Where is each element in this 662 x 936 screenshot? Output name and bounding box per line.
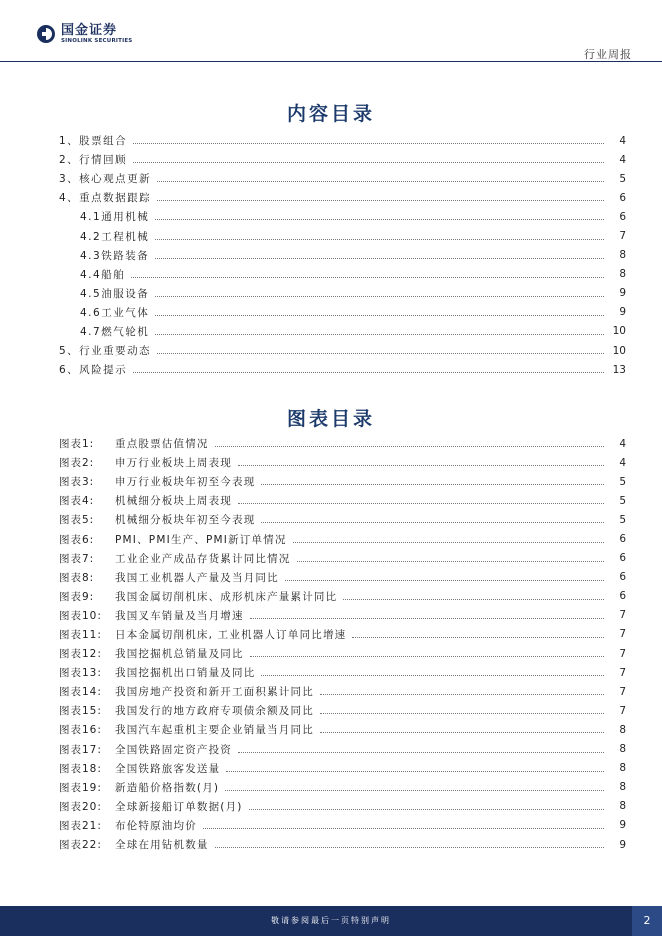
toc-entry-page: 9	[619, 306, 626, 319]
figure-entry[interactable]	[0, 472, 662, 491]
figure-number: 图表13:	[59, 667, 102, 680]
figure-entry[interactable]	[0, 778, 662, 797]
list-of-figures	[0, 434, 662, 854]
dot-leader	[320, 703, 604, 714]
figure-page: 5	[619, 475, 626, 488]
figure-title: 机械细分板块上周表现	[115, 495, 232, 508]
figure-number: 图表14:	[59, 686, 102, 699]
dot-leader	[131, 267, 604, 278]
figure-entry[interactable]	[0, 625, 662, 644]
toc-heading: 内容目录	[286, 103, 375, 125]
figure-number: 图表16:	[59, 724, 102, 737]
figure-entry[interactable]	[0, 759, 662, 778]
figure-number: 图表12:	[59, 648, 102, 661]
figure-title: 机械细分板块年初至今表现	[115, 514, 256, 527]
figure-number: 图表20:	[59, 800, 102, 813]
toc-entry[interactable]	[0, 188, 662, 207]
dot-leader	[261, 665, 604, 676]
dot-leader	[225, 780, 604, 791]
toc-entry-title: 4.5油服设备	[80, 287, 150, 300]
figure-title: 申万行业板块年初至今表现	[115, 476, 256, 489]
figure-entry[interactable]	[0, 568, 662, 587]
figure-title: 我国房地产投资和新开工面积累计同比	[115, 686, 314, 699]
dot-leader	[155, 324, 604, 335]
toc-entry-title: 4.7燃气轮机	[80, 325, 150, 338]
toc-entry-page: 9	[619, 287, 626, 300]
header-divider	[0, 61, 662, 62]
toc-entry-title: 1、股票组合	[59, 135, 128, 148]
figure-page: 8	[619, 781, 626, 794]
toc-entry-title: 4.3铁路装备	[80, 249, 150, 262]
figure-title: 全球在用钻机数量	[115, 839, 209, 852]
dot-leader	[133, 152, 604, 163]
toc-entry[interactable]	[0, 341, 662, 360]
disclaimer-note: 敬请参阅最后一页特别声明	[271, 916, 391, 925]
toc-entry[interactable]	[0, 284, 662, 303]
page-header	[0, 0, 662, 62]
figure-entry[interactable]	[0, 587, 662, 606]
toc-entry-page: 6	[619, 210, 626, 223]
figure-number: 图表19:	[59, 781, 102, 794]
table-of-contents	[0, 131, 662, 379]
figure-entry[interactable]	[0, 720, 662, 739]
figure-title: 我国工业机器人产量及当月同比	[115, 571, 279, 584]
figure-number: 图表11:	[59, 628, 102, 641]
toc-entry[interactable]	[0, 207, 662, 226]
toc-entry-title: 5、行业重要动态	[59, 345, 152, 358]
dot-leader	[155, 248, 604, 259]
toc-entry-title: 4.6工业气体	[80, 306, 150, 319]
figure-page: 6	[619, 590, 626, 603]
figure-entry[interactable]	[0, 491, 662, 510]
figure-page: 6	[619, 571, 626, 584]
figure-number: 图表17:	[59, 743, 102, 756]
dot-leader	[238, 493, 604, 504]
dot-leader	[226, 761, 604, 772]
dot-leader	[155, 209, 604, 220]
toc-entry-page: 10	[612, 325, 626, 338]
figure-title: 我国叉车销量及当月增速	[115, 609, 244, 622]
dot-leader	[133, 362, 604, 373]
figure-page: 5	[619, 513, 626, 526]
figure-page: 7	[619, 685, 626, 698]
figure-page: 8	[619, 762, 626, 775]
dot-leader	[203, 818, 604, 829]
figure-entry[interactable]	[0, 549, 662, 568]
figure-page: 6	[619, 552, 626, 565]
dot-leader	[155, 229, 604, 240]
sinolink-logo-icon	[36, 24, 56, 44]
dot-leader	[157, 343, 604, 354]
dot-leader	[155, 286, 604, 297]
figure-number: 图表7:	[59, 552, 95, 565]
toc-entry-page: 10	[612, 344, 626, 357]
figure-number: 图表8:	[59, 571, 95, 584]
toc-entry-page: 7	[619, 230, 626, 243]
report-type-label: 行业周报	[584, 48, 632, 61]
figure-number: 图表2:	[59, 457, 95, 470]
dot-leader	[238, 742, 604, 753]
dot-leader	[157, 171, 604, 182]
figure-page: 6	[619, 533, 626, 546]
toc-entry-page: 4	[619, 134, 626, 147]
figure-entry[interactable]	[0, 663, 662, 682]
dot-leader	[133, 133, 604, 144]
figure-page: 7	[619, 666, 626, 679]
figure-entry[interactable]	[0, 453, 662, 472]
toc-entry-title: 4.4船舶	[80, 268, 126, 281]
figure-page: 7	[619, 647, 626, 660]
figure-number: 图表4:	[59, 495, 95, 508]
figure-page: 7	[619, 609, 626, 622]
brand-logo	[36, 24, 132, 45]
dot-leader	[250, 646, 604, 657]
figure-title: 布伦特原油均价	[115, 819, 197, 832]
page-footer	[0, 906, 662, 936]
figure-entry[interactable]	[0, 644, 662, 663]
figure-number: 图表18:	[59, 762, 102, 775]
figure-page: 4	[619, 437, 626, 450]
toc-entry-title: 3、核心观点更新	[59, 173, 152, 186]
figure-title: PMI、PMI生产、PMI新订单情况	[115, 533, 287, 546]
figure-number: 图表15:	[59, 705, 102, 718]
figure-title: 新造船价格指数(月)	[115, 781, 220, 794]
toc-entry[interactable]	[0, 322, 662, 341]
figure-entry[interactable]	[0, 835, 662, 854]
toc-entry[interactable]	[0, 303, 662, 322]
figure-page: 7	[619, 704, 626, 717]
toc-entry[interactable]	[0, 265, 662, 284]
figure-number: 图表3:	[59, 476, 95, 489]
figure-entry[interactable]	[0, 740, 662, 759]
figure-title: 我国汽车起重机主要企业销量当月同比	[115, 724, 314, 737]
toc-entry[interactable]	[0, 131, 662, 150]
figure-number: 图表1:	[59, 438, 95, 451]
toc-entry-page: 6	[619, 191, 626, 204]
toc-entry-page: 8	[619, 249, 626, 262]
figure-title: 全国铁路固定资产投资	[115, 743, 232, 756]
dot-leader	[285, 570, 604, 581]
toc-entry-page: 4	[619, 153, 626, 166]
figure-title: 我国挖掘机出口销量及同比	[115, 667, 256, 680]
dot-leader	[157, 190, 604, 201]
figure-number: 图表10:	[59, 609, 102, 622]
toc-entry[interactable]	[0, 169, 662, 188]
figure-entry[interactable]	[0, 682, 662, 701]
figure-title: 我国金属切削机床、成形机床产量累计同比	[115, 590, 338, 603]
brand-name-cn: 国金证券	[61, 23, 118, 38]
figure-page: 4	[619, 456, 626, 469]
figure-page: 8	[619, 723, 626, 736]
figure-title: 我国发行的地方政府专项债余额及同比	[115, 705, 314, 718]
figure-entry[interactable]	[0, 701, 662, 720]
figure-page: 5	[619, 494, 626, 507]
figure-title: 工业企业产成品存货累计同比情况	[115, 552, 291, 565]
figure-entry[interactable]	[0, 816, 662, 835]
figure-page: 8	[619, 743, 626, 756]
figure-entry[interactable]	[0, 529, 662, 548]
toc-entry-page: 5	[619, 172, 626, 185]
toc-entry[interactable]	[0, 150, 662, 169]
figure-title: 全球新接船订单数据(月)	[115, 800, 243, 813]
dot-leader	[320, 722, 604, 733]
toc-entry-title: 4、重点数据跟踪	[59, 192, 152, 205]
figure-number: 图表5:	[59, 514, 95, 527]
figure-title: 我国挖掘机总销量及同比	[115, 648, 244, 661]
dot-leader	[155, 305, 604, 316]
dot-leader	[261, 474, 604, 485]
toc-entry-title: 4.2工程机械	[80, 230, 150, 243]
figure-title: 重点股票估值情况	[115, 438, 209, 451]
figure-entry[interactable]	[0, 606, 662, 625]
dot-leader	[293, 532, 604, 543]
toc-entry-title: 4.1通用机械	[80, 211, 150, 224]
figure-page: 7	[619, 628, 626, 641]
figure-title: 全国铁路旅客发送量	[115, 762, 221, 775]
dot-leader	[215, 837, 604, 848]
dot-leader	[215, 436, 604, 447]
toc-entry-title: 2、行情回顾	[59, 154, 128, 167]
page-number: 2	[632, 906, 662, 936]
dot-leader	[352, 627, 604, 638]
toc-entry[interactable]	[0, 226, 662, 245]
figure-title: 日本金属切削机床, 工业机器人订单同比增速	[115, 628, 347, 641]
figure-title: 申万行业板块上周表现	[115, 457, 232, 470]
figure-page: 8	[619, 800, 626, 813]
figure-number: 图表9:	[59, 590, 95, 603]
brand-name-en: SINOLINK SECURITIES	[61, 38, 133, 44]
figures-heading: 图表目录	[286, 408, 375, 430]
figure-entry[interactable]	[0, 510, 662, 529]
figure-number: 图表6:	[59, 533, 95, 546]
dot-leader	[261, 512, 604, 523]
dot-leader	[297, 551, 605, 562]
figure-number: 图表22:	[59, 839, 102, 852]
toc-entry[interactable]	[0, 246, 662, 265]
dot-leader	[343, 589, 604, 600]
figure-page: 9	[619, 838, 626, 851]
toc-entry-title: 6、风险提示	[59, 364, 128, 377]
toc-entry[interactable]	[0, 360, 662, 379]
dot-leader	[249, 799, 604, 810]
figure-entry[interactable]	[0, 797, 662, 816]
figure-number: 图表21:	[59, 819, 102, 832]
toc-entry-page: 8	[619, 268, 626, 281]
toc-entry-page: 13	[612, 363, 626, 376]
dot-leader	[250, 608, 604, 619]
dot-leader	[238, 455, 604, 466]
figure-page: 9	[619, 819, 626, 832]
dot-leader	[320, 684, 604, 695]
figure-entry[interactable]	[0, 434, 662, 453]
